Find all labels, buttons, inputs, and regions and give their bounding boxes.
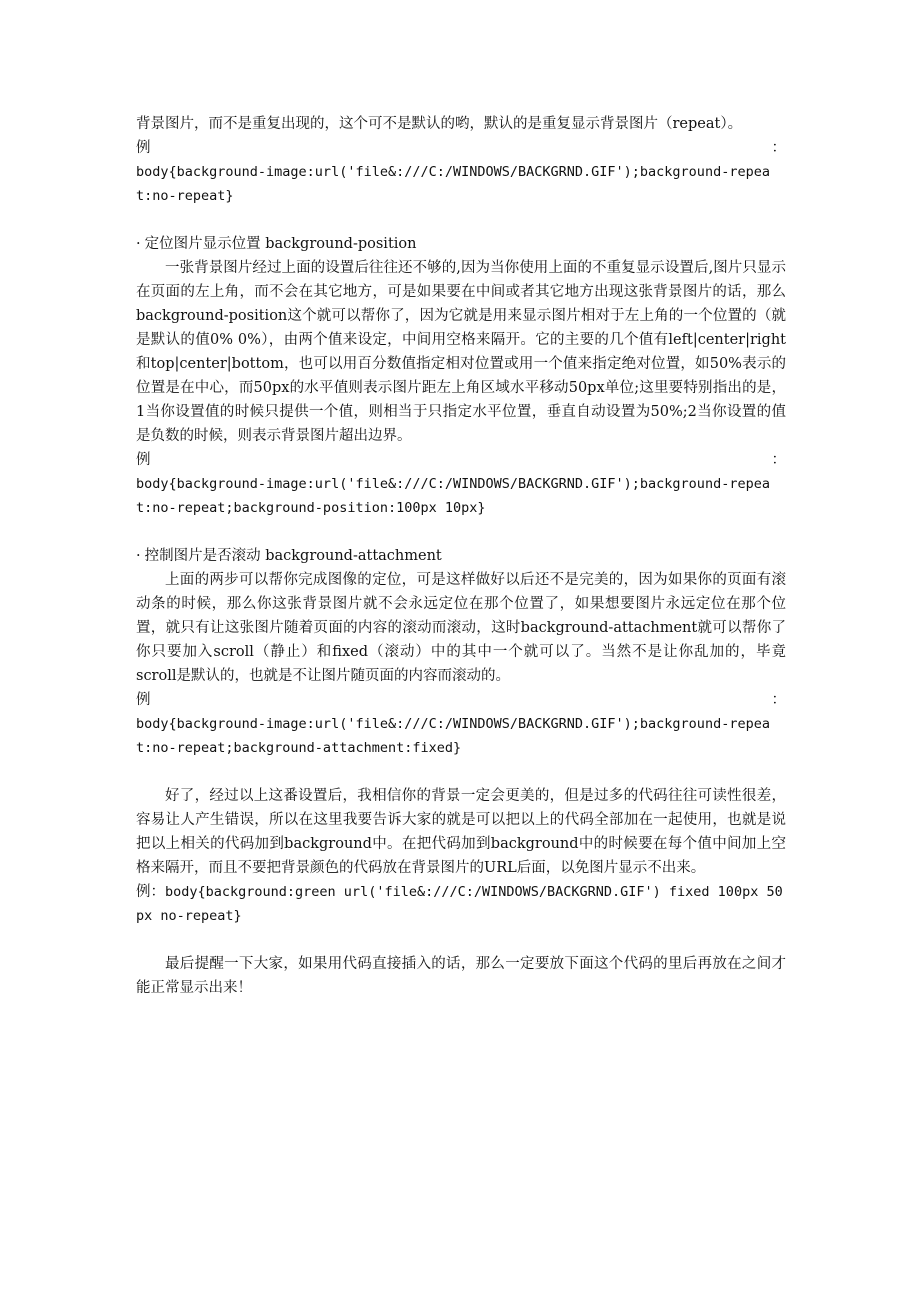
spacer	[136, 760, 786, 784]
position-heading-text: 定位图片显示位置 background-position	[144, 236, 417, 252]
example-label: 例	[136, 692, 151, 708]
summary-body: 好了，经过以上这番设置后，我相信你的背景一定会更美的，但是过多的代码往往可读性很差，容易让人产生错误，所以在这里我要告诉大家的就是可以把以上的代码全部加在一起使用，也就是说把以上相关的代码加到background中。在把代码加到background中的时候要在每个值中间加上空格来隔开，而且不要把背景颜色的代码放在背景图片的URL后面，以免图片显示不出来。	[136, 788, 786, 876]
summary-example	[136, 880, 786, 928]
position-heading	[136, 232, 786, 256]
spacer	[136, 928, 786, 952]
document-page	[136, 112, 786, 1000]
intro-text: 背景图片，而不是重复出现的，这个可不是默认的哟，默认的是重复显示背景图片（repeat）。	[136, 116, 743, 132]
example-colon: ：	[771, 452, 786, 468]
attachment-heading	[136, 544, 786, 568]
example-label: 例	[136, 140, 151, 156]
bullet-icon: ·	[136, 236, 141, 252]
summary-example-prefix: 例：	[136, 884, 165, 900]
position-example-row	[136, 448, 786, 472]
attachment-code: body{background-image:url('file&:///C:/WINDOWS/BACKGRND.GIF');background-repeat:no-repeat;background-attachment:fixed}	[136, 716, 770, 756]
example-colon: ：	[771, 140, 786, 156]
spacer	[136, 208, 786, 232]
attachment-example-row	[136, 688, 786, 712]
example-label: 例	[136, 452, 151, 468]
spacer	[136, 520, 786, 544]
example-colon: ：	[771, 692, 786, 708]
attachment-body: 上面的两步可以帮你完成图像的定位，可是这样做好以后还不是完美的，因为如果你的页面有滚动条的时候，那么你这张背景图片就不会永远定位在那个位置了，如果想要图片永远定位在那个位置，就只有让这张图片随着页面的内容的滚动而滚动，这时background-attachment就可以帮你了你只要加入scroll（静止）和fixed（滚动）中的其中一个就可以了。当然不是让你乱加的，毕竟scroll是默认的，也就是不让图片随页面的内容而滚动的。	[136, 572, 786, 684]
intro-code: body{background-image:url('file&:///C:/WINDOWS/BACKGRND.GIF');background-repeat:no-repeat}	[136, 164, 770, 204]
attachment-heading-text: 控制图片是否滚动 background-attachment	[144, 548, 442, 564]
closing-body: 最后提醒一下大家，如果用代码直接插入的话，那么一定要放下面这个代码的里后再放在之间才能正常显示出来！	[136, 956, 786, 996]
intro-example-row	[136, 136, 786, 160]
summary-code: body{background:green url('file&:///C:/WINDOWS/BACKGRND.GIF') fixed 100px 50px no-repeat}	[136, 884, 783, 924]
position-code: body{background-image:url('file&:///C:/WINDOWS/BACKGRND.GIF');background-repeat:no-repeat;background-position:100px 10px}	[136, 476, 770, 516]
bullet-icon: ·	[136, 548, 141, 564]
position-body: 一张背景图片经过上面的设置后往往还不够的,因为当你使用上面的不重复显示设置后,图片只显示在页面的左上角，而不会在其它地方，可是如果要在中间或者其它地方出现这张背景图片的话，那么background-position这个就可以帮你了，因为它就是用来显示图片相对于左上角的一个位置的（就是默认的值0% 0%），由两个值来设定，中间用空格来隔开。它的主要的几个值有left|center|right和top|center|bottom，也可以用百分数值指定相对位置或用一个值来指定绝对位置，如50%表示的位置是在中心，而50px的水平值则表示图片距左上角区域水平移动50px单位;这里要特别指出的是，1当你设置值的时候只提供一个值，则相当于只指定水平位置，垂直自动设置为50%;2当你设置的值是负数的时候，则表示背景图片超出边界。	[136, 260, 786, 444]
